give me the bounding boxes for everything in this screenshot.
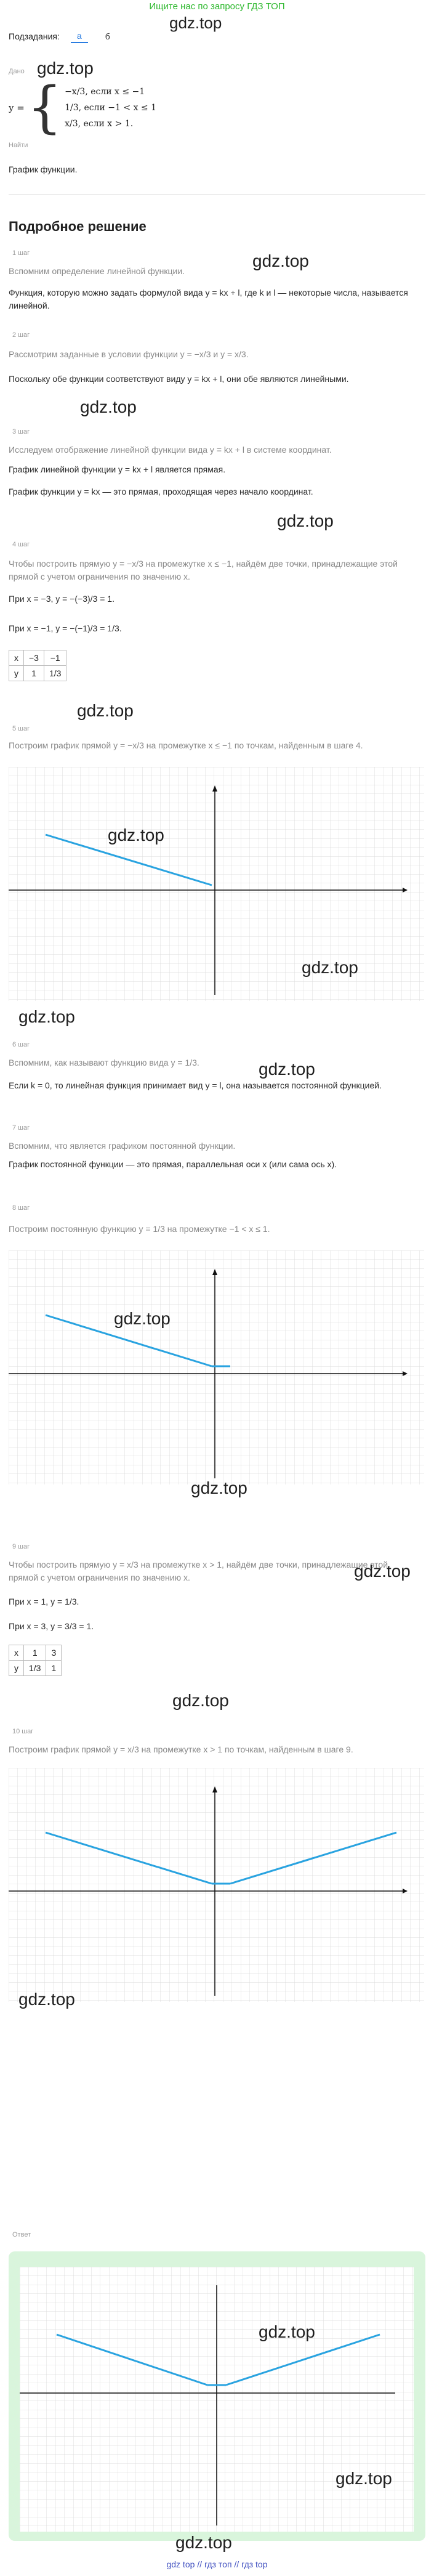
solution-title: Подробное решение [9, 219, 147, 234]
table-cell: x [9, 1645, 24, 1661]
values-table-step9 [9, 1645, 62, 1676]
watermark: gdz.top [80, 397, 137, 416]
watermark: gdz.top [302, 958, 358, 977]
watermark: gdz.top [191, 1478, 247, 1497]
step-label: 4 шаг [12, 541, 30, 548]
given-func: y = [9, 102, 25, 113]
step-label: 8 шаг [12, 1204, 30, 1212]
step-label: 7 шаг [12, 1124, 30, 1132]
step-label: 6 шаг [12, 1041, 30, 1048]
top-banner[interactable]: Ищите нас по запросу ГДЗ ТОП [149, 1, 285, 12]
step-text: Поскольку обе функции соответствуют виду y = kx + l, они обе являются линейными. [9, 374, 349, 384]
step-label: 1 шаг [12, 249, 30, 257]
watermark: gdz.top [114, 1309, 171, 1328]
step-text: При x = −3, y = −(−3)/3 = 1. [9, 594, 115, 604]
graph-step5 [9, 767, 424, 1001]
given-case-3: x/3, если x > 1. [65, 119, 134, 129]
given-system: y = { −x/3, если x ≤ −1 1/3, если −1 < x ≤ 1 x/3, если x > 1. [9, 75, 157, 140]
table-cell: y [9, 1661, 24, 1676]
table-cell: 1 [24, 666, 44, 681]
table-cell: 1/3 [24, 1661, 46, 1676]
watermark: gdz.top [259, 1059, 315, 1079]
given-case-2: 1/3, если −1 < x ≤ 1 [65, 103, 157, 113]
step-text: Если k = 0, то линейная функция принимает вид y = l, она называется постоянной функцией. [9, 1080, 382, 1090]
watermark: gdz.top [169, 14, 222, 32]
answer-label: Ответ [12, 2231, 31, 2238]
graph-step10 [9, 1768, 424, 2002]
watermark: gdz.top [108, 825, 164, 844]
step-label: 9 шаг [12, 1543, 30, 1550]
table-cell: 1 [24, 1645, 46, 1661]
values-table-step4 [9, 650, 66, 681]
step-text: Вспомним, как называют функцию вида y = 1/3. [9, 1058, 199, 1067]
step-text: Чтобы построить прямую y = −x/3 на промежутке x ≤ −1, найдём две точки, принадлежащие этой прямой с учетом ограничения по значению x. [9, 559, 398, 581]
table-cell: y [9, 666, 24, 681]
watermark: gdz.top [252, 251, 309, 270]
watermark: gdz.top [354, 1561, 411, 1581]
step-text: Вспомним, что является графиком постоянной функции. [9, 1141, 236, 1151]
graph-step8 [9, 1250, 424, 1484]
watermark: gdz.top [18, 1007, 75, 1026]
step-text: При x = −1, y = −(−1)/3 = 1/3. [9, 623, 122, 633]
watermark: gdz.top [172, 1691, 229, 1710]
divider [9, 194, 425, 195]
watermark: gdz.top [77, 701, 134, 720]
find-label: Найти [9, 142, 28, 149]
watermark: gdz.top [175, 2533, 232, 2552]
watermark: gdz.top [259, 2322, 315, 2341]
step-label: 3 шаг [12, 428, 30, 435]
watermark: gdz.top [37, 59, 94, 78]
step-label: 5 шаг [12, 725, 30, 732]
step-text: Чтобы построить прямую y = x/3 на промежутке x > 1, найдём две точки, принадлежащие этой прямой с учетом ограничения по значению x. [9, 1560, 388, 1582]
subtasks-bar [9, 30, 116, 43]
tab-a[interactable]: а [71, 30, 88, 43]
footer-links[interactable]: gdz top // гдз топ // гдз top [166, 2559, 268, 2569]
step-text: При x = 3, y = 3/3 = 1. [9, 1621, 94, 1631]
table-cell: 3 [46, 1645, 62, 1661]
given-label: Дано [9, 68, 25, 75]
watermark: gdz.top [18, 1990, 75, 2009]
step-label: 2 шаг [12, 331, 30, 339]
step-text: Построим график прямой y = x/3 на промежутке x > 1 по точкам, найденным в шаге 9. [9, 1744, 353, 1754]
tab-b[interactable]: б [105, 31, 110, 41]
subtasks-label: Подзадания: [9, 31, 60, 41]
find-text: График функции. [9, 164, 78, 174]
step-text: График линейной функции y = kx + l является прямая. [9, 464, 226, 474]
step-label: 10 шаг [12, 1728, 34, 1735]
step-text: Исследуем отображение линейной функции вида y = kx + l в системе координат. [9, 445, 332, 455]
step-text: При x = 1, y = 1/3. [9, 1597, 79, 1606]
table-cell: −3 [24, 650, 44, 666]
watermark: gdz.top [336, 2469, 392, 2488]
table-cell: 1/3 [44, 666, 66, 681]
table-cell: −1 [44, 650, 66, 666]
step-text: График постоянной функции — это прямая, параллельная оси x (или сама ось x). [9, 1159, 337, 1169]
answer-graph [20, 2267, 414, 2532]
table-cell: x [9, 650, 24, 666]
step-text: Рассмотрим заданные в условии функции y = −x/3 и y = x/3. [9, 349, 249, 359]
given-case-1: −x/3, если x ≤ −1 [65, 87, 145, 97]
step-text: Вспомним определение линейной функции. [9, 266, 185, 276]
step-text: Построим график прямой y = −x/3 на промежутке x ≤ −1 по точкам, найденным в шаге 4. [9, 740, 363, 750]
step-text: График функции y = kx — это прямая, проходящая через начало координат. [9, 487, 313, 496]
step-text: Функция, которую можно задать формулой вида y = kx + l, где k и l — некоторые числа, называется линейной. [9, 288, 408, 310]
table-cell: 1 [46, 1661, 62, 1676]
watermark: gdz.top [277, 511, 334, 530]
step-text: Построим постоянную функцию y = 1/3 на промежутке −1 < x ≤ 1. [9, 1224, 270, 1234]
